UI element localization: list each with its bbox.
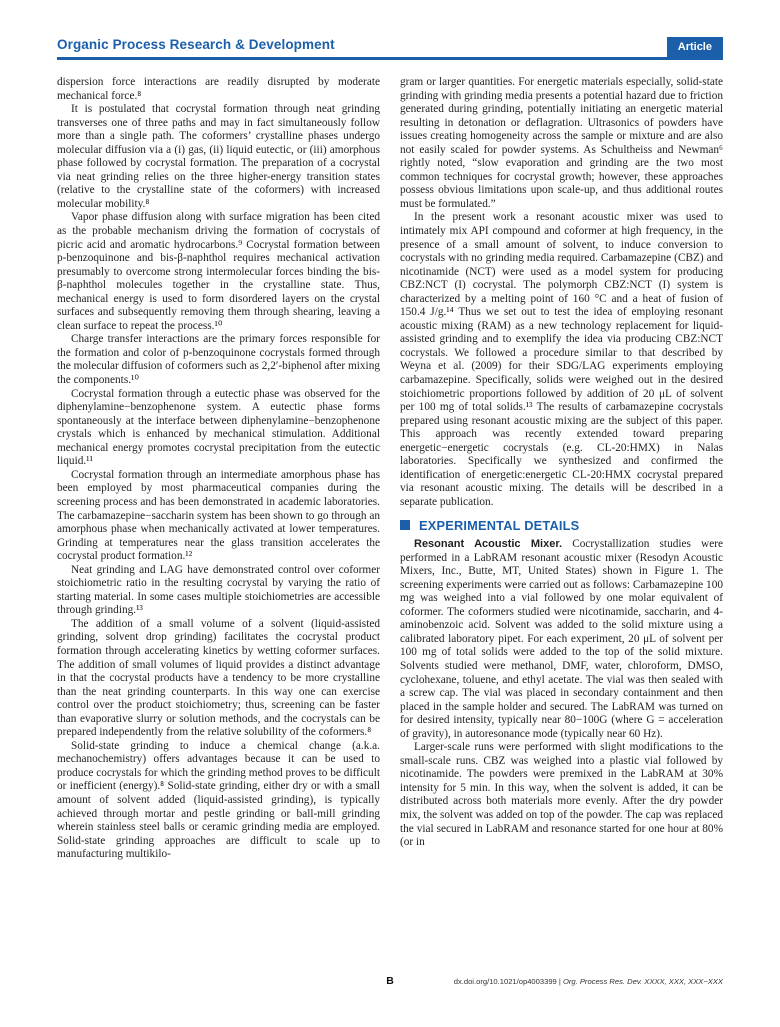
paragraph: Vapor phase diffusion along with surface migration has been cited as the probable mechanism driving the formation of cocrystals of picric acid and aromatic hydrocarbons.⁹ Cocrystal formation between p-benzoquinone and bis-β-naphthol requires mechanical activation presumably to overcome strong intermolecular forces binding the bis-β-naphthol molecules together in the crystalline state. Thus, mechanical energy is used to form disordered layers on the crystal surfaces and subsequently removing them through shearing, leaving a clean surface to repeat the process.¹⁰ — [57, 211, 380, 332]
left-column — [57, 76, 380, 968]
section-square-icon — [400, 520, 410, 530]
paragraph-text: Cocrystallization studies were performed in a LabRAM resonant acoustic mixer (Resodyn Acoustic Mixers, Inc., Butte, MT, United States) shown in Figure 1. The screening experiments were carried out as follows: Carbamazepine 100 mg was weighed into a vial followed by one molar equivalent of coformer. The coformers studied were nicotinamide, saccharin, and 4-aminobenzoic acid. Solvent was added to the solid mixture using a calibrated laboratory pipet. For each experiment, 20 μL of solvent per 100 mg of total solids were added to the top of the solid mixture. Solvents studied were methanol, DMF, water, chloroform, DMSO, cyclohexane, toluene, and ethyl acetate. The vial was then sealed with a screw cap. The vial was placed in secondary containment and then placed in the sample holder and secured. The LabRAM was turned on for desired intensity, typically near 80−100G (where G = acceleration of gravity), in autoresonance mode (typically near 60 Hz). — [400, 538, 723, 740]
section-heading-label: EXPERIMENTAL DETAILS — [419, 517, 580, 533]
footer-citation — [454, 977, 723, 986]
journal-title: Organic Process Research & Development — [57, 37, 335, 52]
article-type-badge: Article — [667, 37, 723, 58]
footer-page-letter: B — [386, 975, 394, 987]
paragraph: In the present work a resonant acoustic mixer was used to intimately mix API compound and coformer at high frequency, in the presence of a small amount of solvent, to induce conversion to cocrystals with no grinding media required. Carbamazepine (CBZ) and nicotinamide (NCT) were used as a model system for producing CBZ:NCT (I) cocrystal. The polymorph CBZ:NCT (I) system is characterized by a melting point of 160 °C and a heat of fusion of 150.4 J/g.¹⁴ Thus we set out to test the idea of employing resonant acoustic mixing (RAM) as a new technology replacement for liquid-assisted grinding and to exemplify the idea via producing CBZ:NCT cocrystals. We followed a procedure similar to that described by Weyna et al. (2009) for their SDG/LAG experiments employing carbamazepine. Specifically, solids were weighed out in the desired stoichiometric proportions followed by addition of 20 μL of solvent per 100 mg of total solids.¹³ The results of carbamazepine cocrystals prepared using resonant acoustic mixing are the subject of this paper. This approach was recently extended toward preparing energetic−energetic cocrystals (e.g. CL-20:HMX) in Nalas laboratories. Specifically we synthesized and confirmed the identification of energetic:energetic CL-20:HMX cocrystal prepared via resonant acoustic mixing. The details will be described in a separate publication. — [400, 211, 723, 508]
body-columns — [57, 76, 723, 968]
paragraph: It is postulated that cocrystal formation through neat grinding transverses one of three paths and may in fact simultaneously follow more than a single path. The coformers’ crystalline phases undergo molecular diffusion via a (i) gas, (ii) liquid eutectic, or (iii) amorphous phase followed by cocrystal formation. The preparation of a cocrystal via neat grinding relies on the three higher-energy transition states (relative to the crystalline state of the coformers) with increased molecular mobility.⁸ — [57, 103, 380, 210]
right-column — [400, 76, 723, 968]
paragraph: Cocrystal formation through an intermediate amorphous phase has been employed by most pharmaceutical companies during the screening process and has been demonstrated in academic laboratories. The carbamazepine−saccharin system has been shown to go through an amorphous phase when mechanically activated at lower temperatures. Grinding at temperatures near the glass transition accelerates the cocrystal product formation.¹² — [57, 468, 380, 563]
paragraph: Larger-scale runs were performed with slight modifications to the small-scale runs. CBZ was weighed into a plastic vial followed by nicotinamide. The powders were premixed in the LabRAM at 30% intensity for 5 min. In this way, when the solvent is added, it can be distributed across both materials more evenly. After the dry powder mix, the solvent was added on top of the powder. The cap was replaced the vial secured in LabRAM and resonance started for one hour at 80% (or in — [400, 741, 723, 849]
footer-journal-citation: Org. Process Res. Dev. XXXX, XXX, XXX−XXX — [562, 977, 723, 986]
subsection-lead: Resonant Acoustic Mixer. — [414, 538, 563, 551]
paragraph: Cocrystal formation through a eutectic phase was observed for the diphenylamine−benzophenone system. A eutectic phase forms spontaneously at the interface between diphenylamine−benzophenone crystals which is enhanced by mechanical stimulation. Additional mechanical energy promotes cocrystal precipitation from the eutectic liquid.¹¹ — [57, 387, 380, 468]
footer-doi: dx.doi.org/10.1021/op4003399 | — [453, 977, 563, 986]
paragraph: Solid-state grinding to induce a chemical change (a.k.a. mechanochemistry) offers advantages because it can be used to produce cocrystals for which the grinding method proves to be difficult or inefficient (energy).⁸ Solid-state grinding, either dry or with a small amount of solvent added (liquid-assisted grinding), is typically achieved through mortar and pestle grinding or ball-mill grinding wherein stainless steel balls or ceramic grinding media are employed. Solid-state grinding approaches are difficult to scale up to manufacturing multikilo- — [57, 739, 380, 861]
paragraph: Charge transfer interactions are the primary forces responsible for the formation and color of p-benzoquinone cocrystals formed through the molecular diffusion of coformers such as 2,2′-biphenol after mixing the components.¹⁰ — [57, 333, 380, 387]
section-heading-experimental-details — [400, 519, 723, 533]
paragraph: Neat grinding and LAG have demonstrated control over coformer stoichiometric ratio in the resulting cocrystal by varying the ratio of starting material. In some cases multiple stoichiometries are accessible through grinding.¹³ — [57, 563, 380, 617]
paragraph — [400, 538, 723, 741]
header-rule — [57, 57, 723, 60]
paragraph: gram or larger quantities. For energetic materials especially, solid-state grinding with grinding media presents a potential hazard due to friction generated during grinding, potentially initiating an energetic material resulting in detonation or deflagration. Ultrasonics of powders have issues creating homogeneity across the sample or mixture and are also not easily scaled for powder systems. As Schultheiss and Newman⁶ rightly noted, “slow evaporation and grinding are the two most common techniques for cocrystal growth; however, these approaches possess obvious limitations upon scale-up, and thus additional routes must be formulated.” — [400, 76, 723, 210]
paragraph: dispersion force interactions are readily disrupted by moderate mechanical force.⁸ — [57, 76, 380, 102]
paragraph: The addition of a small volume of a solvent (liquid-assisted grinding, solvent drop grinding) facilitates the cocrystal product formation through accelerating kinetics by wetting coformer surfaces. The addition of small volumes of liquid provides a distinct advantage in that the cocrystal products have a tendency to be more crystalline than the neat grinding counterparts. In this way one can exercise control over the product stoichiometry; thus, screening can be faster than evaporative slurry or solution methods, and the cocrystals can be prepared independently from the relative solubility of the coformers.⁸ — [57, 617, 380, 739]
